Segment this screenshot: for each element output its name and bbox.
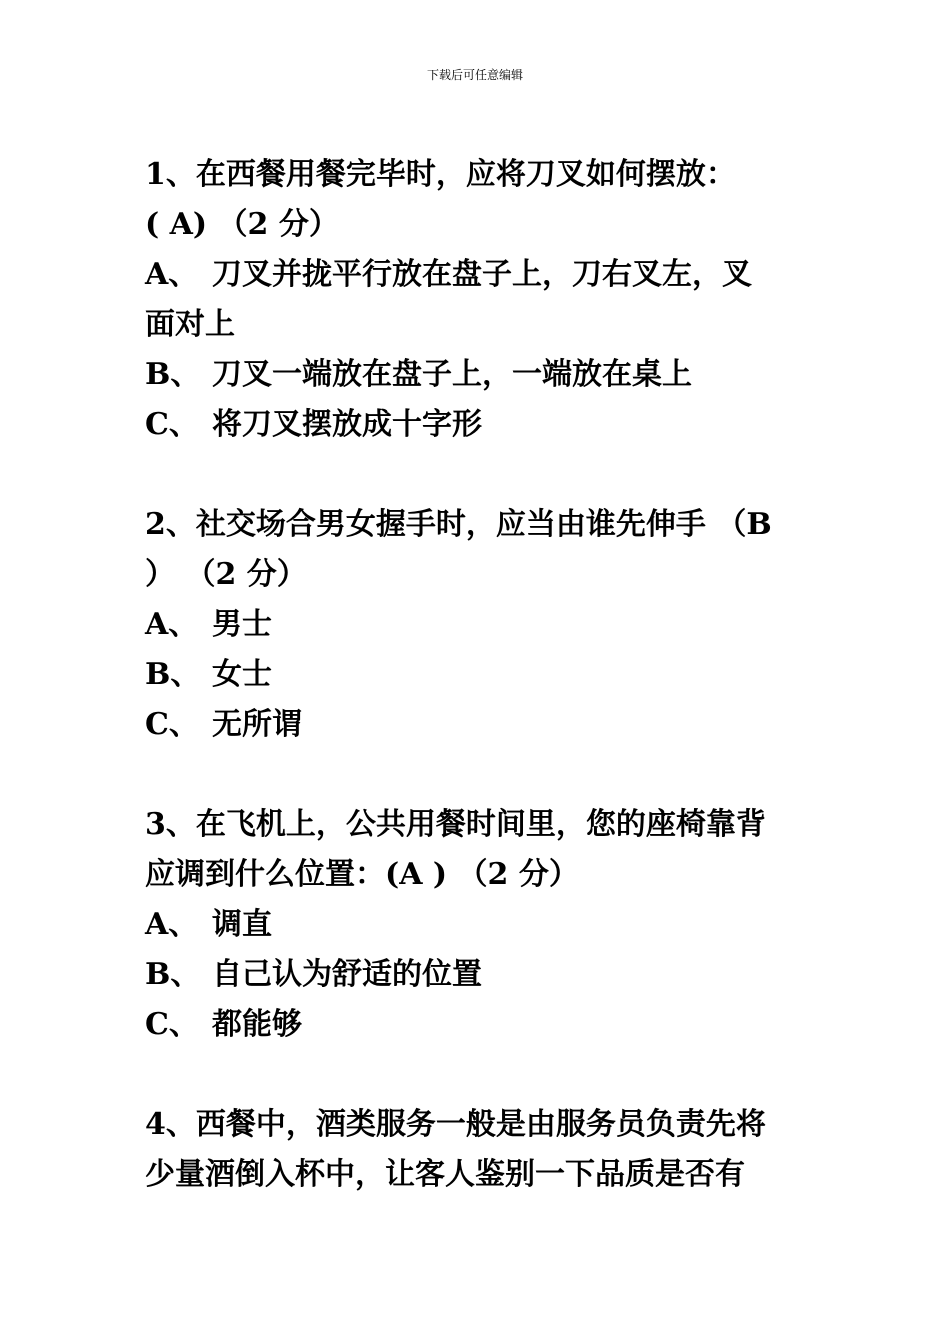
question-text: 2、社交场合男女握手时，应当由谁先伸手 （B: [145, 507, 772, 542]
question-text: 3、在飞机上，公共用餐时间里，您的座椅靠背: [145, 807, 766, 842]
option-text: 都能够: [212, 1007, 302, 1042]
question-4: [145, 1100, 810, 1200]
option-text: 无所谓: [212, 707, 302, 742]
option-text: 调直: [212, 907, 272, 942]
option-text: 面对上: [145, 307, 235, 342]
page-header: 下载后可任意编辑: [426, 68, 523, 82]
option-c: [145, 400, 810, 450]
question-text: ） （2 分）: [145, 557, 307, 592]
option-text: 女士: [212, 657, 272, 692]
option-b: [145, 650, 810, 700]
question-1: [145, 150, 810, 450]
option-a: [145, 250, 810, 300]
option-c: [145, 1000, 810, 1050]
option-a-continued: [145, 300, 810, 350]
option-text: 刀叉一端放在盘子上，一端放在桌上: [212, 357, 692, 392]
question-2: [145, 500, 810, 750]
option-label: B、: [145, 357, 201, 392]
option-c: [145, 700, 810, 750]
question-text: 1、在西餐用餐完毕时，应将刀叉如何摆放：: [145, 157, 736, 192]
option-label: A、: [145, 607, 199, 642]
option-label: B、: [145, 657, 201, 692]
question-text: 应调到什么位置：(A ) （2 分）: [145, 857, 579, 892]
option-b: [145, 950, 810, 1000]
question-3: [145, 800, 810, 1050]
option-label: A、: [145, 907, 199, 942]
option-label: C、: [145, 1007, 199, 1042]
option-label: C、: [145, 407, 199, 442]
option-label: C、: [145, 707, 199, 742]
question-text: 4、西餐中，酒类服务一般是由服务员负责先将: [145, 1107, 766, 1142]
option-label: A、: [145, 257, 199, 292]
option-a: [145, 900, 810, 950]
option-a: [145, 600, 810, 650]
option-text: 自己认为舒适的位置: [212, 957, 482, 992]
question-list: [145, 150, 810, 1250]
question-text: 少量酒倒入杯中，让客人鉴别一下品质是否有: [145, 1157, 745, 1192]
option-text: 刀叉并拢平行放在盘子上，刀右叉左，叉: [212, 257, 752, 292]
option-b: [145, 350, 810, 400]
option-label: B、: [145, 957, 201, 992]
question-text: ( A) （2 分）: [145, 207, 339, 242]
option-text: 男士: [212, 607, 272, 642]
option-text: 将刀叉摆放成十字形: [212, 407, 482, 442]
